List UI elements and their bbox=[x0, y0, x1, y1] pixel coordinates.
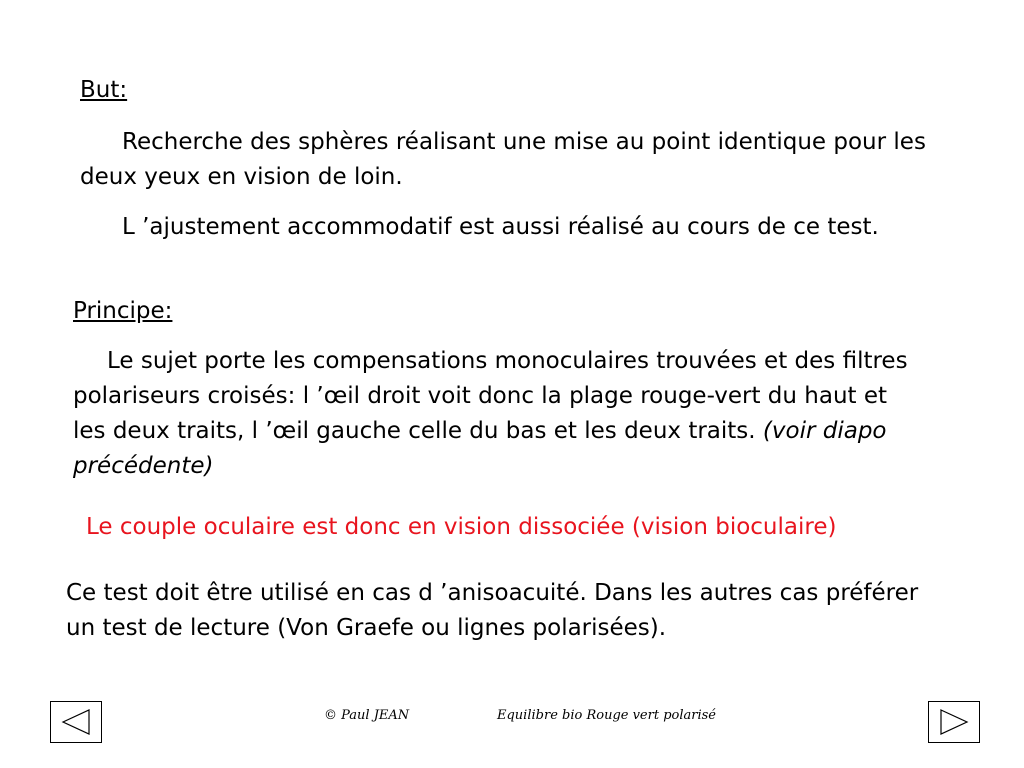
footer-author: © Paul JEAN bbox=[324, 708, 410, 723]
but-paragraph-2: L ’ajustement accommodatif est aussi réalisé au cours de ce test. bbox=[122, 214, 879, 240]
but-paragraph-1: Recherche des sphères réalisant une mise au point identique pour les deux yeux en vision de loin. bbox=[80, 129, 926, 190]
footer-title: Equilibre bio Rouge vert polarisé bbox=[497, 708, 716, 723]
triangle-right-icon bbox=[929, 702, 979, 742]
usage-paragraph: Ce test doit être utilisé en cas d ’anisoacuité. Dans les autres cas préférer un test de lecture (Von Graefe ou lignes polarisées). bbox=[66, 580, 919, 641]
previous-slide-button[interactable] bbox=[50, 701, 102, 743]
principe-text: Le sujet porte les compensations monoculaires trouvées et des filtres polariseurs croisés: l ’œil droit voit donc la plage rouge-vert du haut et les deux traits, l ’œil gauche celle du bas et les deux traits. bbox=[73, 348, 908, 444]
but-heading: But: bbox=[80, 77, 128, 103]
principe-paragraph bbox=[73, 344, 918, 484]
triangle-left-icon bbox=[51, 702, 101, 742]
next-slide-button[interactable] bbox=[928, 701, 980, 743]
conclusion-highlight: Le couple oculaire est donc en vision dissociée (vision bioculaire) bbox=[86, 514, 837, 540]
principe-heading: Principe: bbox=[73, 298, 173, 324]
principe-reference: (voir diapo précédente) bbox=[73, 418, 887, 479]
